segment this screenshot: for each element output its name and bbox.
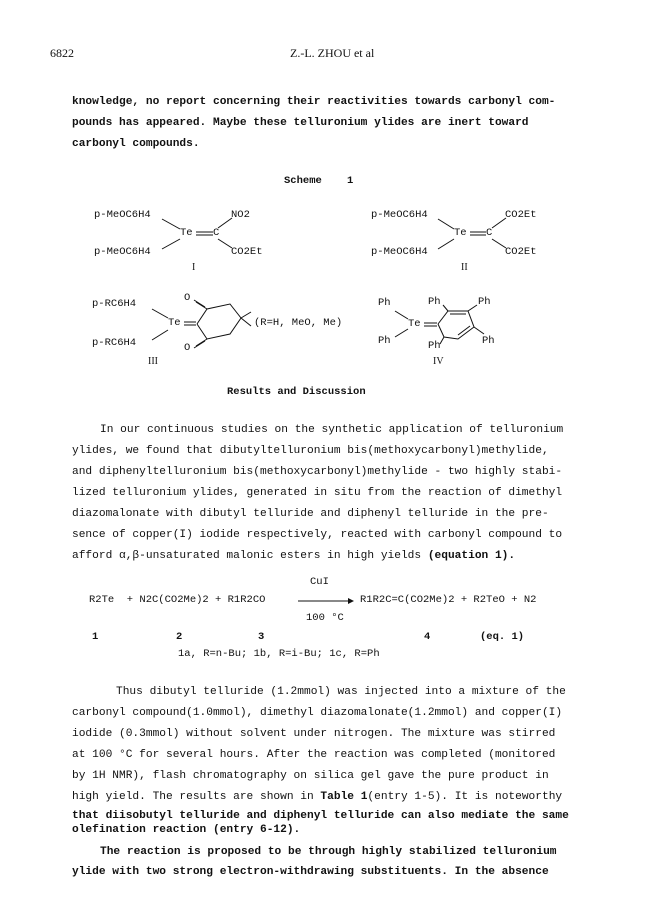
table-1-reference: Table 1 — [320, 791, 368, 803]
structure-iii-oxygen-bottom: O — [184, 342, 191, 354]
structure-iii-bonds — [152, 300, 251, 348]
structure-i-label: I — [192, 262, 196, 273]
structure-iii-label: III — [148, 356, 158, 367]
para2-line-6-text: high yield. The results are shown in — [72, 791, 314, 803]
para1-line-7-text: afford α,β-unsaturated malonic esters in high yields — [72, 550, 422, 562]
para1-line-7 — [72, 550, 515, 562]
structure-i-ester: CO2Et — [231, 246, 263, 258]
running-header-authors: Z.-L. ZHOU et al — [290, 46, 375, 60]
reaction-arrow — [296, 595, 356, 607]
scheme-title: Scheme 1 — [284, 175, 354, 187]
structure-iii-tellurium: Te — [168, 317, 181, 329]
para1-line-5: diazomalonate with dibutyl telluride and diphenyl telluride in the pre- — [72, 508, 549, 520]
structure-iv-phenyl-5: Ph — [428, 340, 441, 352]
structure-iv-phenyl-3: Ph — [428, 296, 441, 308]
para1-line-1: In our continuous studies on the synthetic application of telluronium — [100, 424, 564, 436]
para1-line-3: and diphenyltelluronium bis(methoxycarbonyl)methylide - two highly stabi- — [72, 466, 563, 478]
structure-ii-ester-top: CO2Et — [505, 209, 537, 221]
para2-line-5: by 1H NMR), flash chromatography on silica gel gave the pure product in — [72, 770, 549, 782]
para2-line-1: Thus dibutyl telluride (1.2mmol) was injected into a mixture of the — [116, 686, 566, 698]
structure-iii-substituent-top: p-RC6H4 — [92, 298, 137, 310]
structure-ii-ester-bottom: CO2Et — [505, 246, 537, 258]
para1-line-6: sence of copper(I) iodide respectively, reacted with carbonyl compound to — [72, 529, 563, 541]
structure-iv-phenyl-4: Ph — [478, 296, 491, 308]
structure-ii-label: II — [461, 262, 468, 273]
para1-line-4: lized telluronium ylides, generated in situ from the reaction of dimethyl — [72, 487, 563, 499]
section-title: Results and Discussion — [227, 386, 366, 398]
structure-ii-carbon: C — [486, 227, 493, 239]
equation-number-2: 2 — [176, 631, 183, 643]
structure-ii-tellurium: Te — [454, 227, 467, 239]
structure-ii-substituent-bottom: p-MeOC6H4 — [371, 246, 428, 258]
structure-i-substituent-top: p-MeOC6H4 — [94, 209, 151, 221]
structure-iii-r-groups-note: (R=H, MeO, Me) — [254, 317, 343, 329]
para2-line-8: olefination reaction (entry 6-12). — [72, 824, 301, 836]
structure-iv-phenyl-1: Ph — [378, 297, 391, 309]
para2-line-3: iodide (0.3mmol) without solvent under nitrogen. The mixture was stirred — [72, 728, 556, 740]
intro-line-3: carbonyl compounds. — [72, 138, 200, 150]
structure-i-tellurium: Te — [180, 227, 193, 239]
para3-line-1: The reaction is proposed to be through highly stabilized telluronium — [100, 846, 557, 858]
structure-i-carbon: C — [213, 227, 220, 239]
para2-line-7: that diisobutyl telluride and diphenyl telluride can also mediate the same — [72, 810, 569, 822]
para2-line-6-tail: (entry 1-5). It is noteworthy — [367, 791, 563, 803]
intro-line-2: pounds has appeared. Maybe these telluronium ylides are inert toward — [72, 117, 529, 129]
structure-iv-label: IV — [433, 356, 444, 367]
structure-ii-substituent-top: p-MeOC6H4 — [371, 209, 428, 221]
para2-line-6 — [72, 791, 562, 803]
para3-line-2: ylide with two strong electron-withdrawing substituents. In the absence — [72, 866, 549, 878]
page-number: 6822 — [50, 46, 74, 60]
structure-ii-bonds — [438, 218, 506, 249]
para2-line-4: at 100 °C for several hours. After the reaction was completed (monitored — [72, 749, 556, 761]
structure-iii-substituent-bottom: p-RC6H4 — [92, 337, 137, 349]
intro-line-1: knowledge, no report concerning their reactivities towards carbonyl com- — [72, 96, 556, 108]
structure-iv-phenyl-2: Ph — [378, 335, 391, 347]
structure-iv-phenyl-6: Ph — [482, 335, 495, 347]
equation-lhs: R2Te + N2C(CO2Me)2 + R1R2CO — [89, 594, 266, 606]
equation-catalyst: CuI — [310, 576, 329, 588]
equation-label: (eq. 1) — [480, 631, 525, 643]
equation-number-1: 1 — [92, 631, 99, 643]
structure-i-nitro: NO2 — [231, 209, 250, 221]
equation-rhs: R1R2C=C(CO2Me)2 + R2TeO + N2 — [360, 594, 537, 606]
structure-iv-tellurium: Te — [408, 318, 421, 330]
structure-i-bonds — [162, 218, 232, 249]
structure-i-substituent-bottom: p-MeOC6H4 — [94, 246, 151, 258]
equation-variants: 1a, R=n-Bu; 1b, R=i-Bu; 1c, R=Ph — [178, 648, 380, 660]
equation-number-4: 4 — [424, 631, 431, 643]
equation-number-3: 3 — [258, 631, 265, 643]
structure-iii-oxygen-top: O — [184, 292, 191, 304]
equation-temperature: 100 °C — [306, 612, 344, 624]
para2-line-2: carbonyl compound(1.0mmol), dimethyl diazomalonate(1.2mmol) and copper(I) — [72, 707, 563, 719]
equation-1-reference: (equation 1). — [427, 550, 516, 562]
para1-line-2: ylides, we found that dibutyltelluronium bis(methoxycarbonyl)methylide, — [72, 445, 549, 457]
